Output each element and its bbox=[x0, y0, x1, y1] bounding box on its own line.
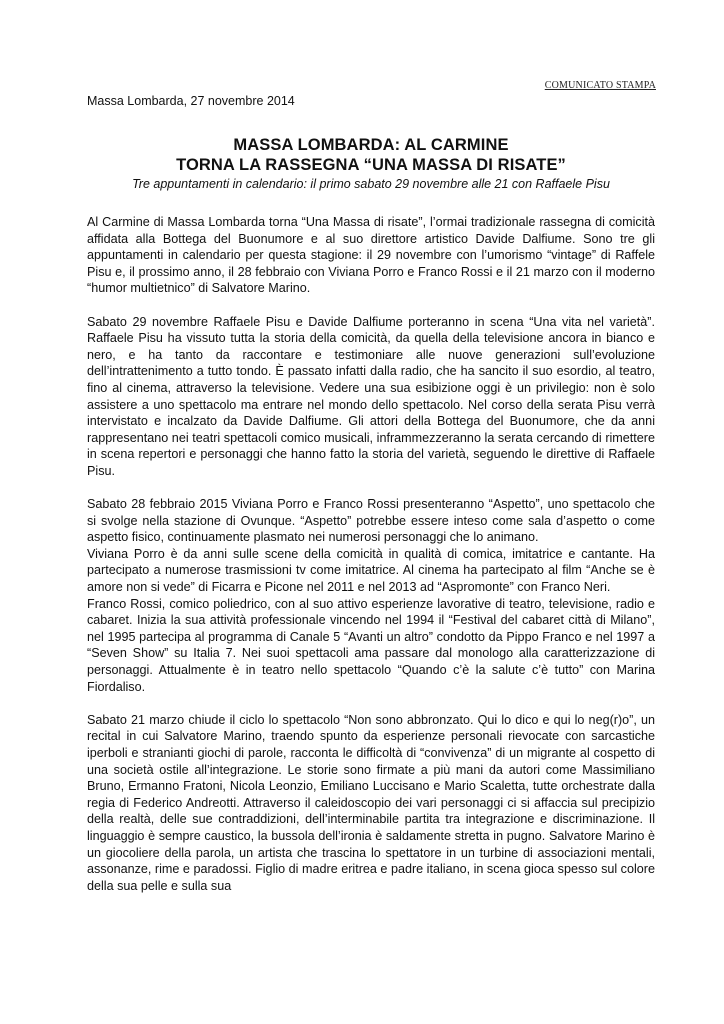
title-block bbox=[87, 135, 655, 193]
paragraph-porro: Viviana Porro è da anni sulle scene della comicità in qualità di comica, imitatrice e cantante. Ha partecipato a numerose trasmissioni tv come imitatrice. Al cinema ha partecipato al film “Anche se è amore non si vede” di Ficarra e Picone nel 2011 e nel 2013 ad “Aspromonte” con Franco Neri. bbox=[87, 546, 655, 595]
paragraph-aspetto: Sabato 28 febbraio 2015 Viviana Porro e Franco Rossi presenteranno “Aspetto”, uno spettacolo che si svolge nella stazione di Ovunque. “Aspetto” potrebbe essere inteso come sala d’aspetto o come aspetto fisico, continuamente plasmato nei numerosi personaggi che lo animano. bbox=[87, 497, 655, 545]
headline-line-1: MASSA LOMBARDA: AL CARMINE bbox=[233, 136, 509, 154]
paragraph-pisu: Sabato 29 novembre Raffaele Pisu e Davide Dalfiume porteranno in scena “Una vita nel varietà”. Raffaele Pisu ha vissuto tutta la storia della comicità, da quella della televisione ancora in bianco e nero, e ha tanto da raccontare e testimoniare alle nuove generazioni sull’evoluzione dell’intrattenimento a tutto tondo. È passato infatti dalla radio, che ha sancito il suo esordio, al teatro, fino al cinema, attraverso la televisione. Vedere una sua esibizione oggi è un privilegio: non è solo assistere a uno spettacolo ma entrare nel mondo dello spettacolo. Nel corso della serata Pisu verrà intervistato e incalzato da Davide Dalfiume. Gli attori della Bottega del Buonumore, che da anni rappresentano nei teatri spettacoli comico musicali, inframmezzeranno la serata cercando di rimettere in scena repertori e personaggi che hanno fatto la storia del varietà, seguendo le direttive di Raffaele Pisu. bbox=[87, 314, 655, 478]
subtitle: Tre appuntamenti in calendario: il primo sabato 29 novembre alle 21 con Raffaele Pisu bbox=[132, 177, 610, 191]
press-release-label: COMUNICATO STAMPA bbox=[544, 80, 656, 91]
paragraph-rossi: Franco Rossi, comico poliedrico, con al suo attivo esperienze lavorative di teatro, televisione, radio e cabaret. Inizia la sua attività professionale vincendo nel 1994 il “Festival del cabaret città di Milano”, nel 1995 partecipa al programma di Canale 5 “Avanti un altro” condotto da Pippo Franco e nel 1997 a “Seven Show” su Italia 7. Nei suoi spettacoli ama passare dal monologo alla caratterizzazione di personaggi. Attualmente è in teatro nello spettacolo “Quando c’è la salute c’è tutto” con Marina Fiordaliso. bbox=[87, 596, 655, 694]
dateline: Massa Lombarda, 27 novembre 2014 bbox=[87, 94, 295, 108]
headline-line-2: TORNA LA RASSEGNA “UNA MASSA DI RISATE” bbox=[176, 156, 566, 174]
paragraph-intro: Al Carmine di Massa Lombarda torna “Una Massa di risate”, l’ormai tradizionale rassegna di comicità affidata alla Bottega del Buonumore e al suo direttore artistico Davide Dalfiume. Sono tre gli appuntamenti in calendario per questa stagione: il 29 novembre con l’umorismo “vintage” di Raffele Pisu e, il prossimo anno, il 28 febbraio con Viviana Porro e Franco Rossi e il 21 marzo con il moderno “humor multietnico” di Salvatore Marino. bbox=[87, 215, 655, 296]
article-body bbox=[87, 214, 655, 894]
paragraph-marino: Sabato 21 marzo chiude il ciclo lo spettacolo “Non sono abbronzato. Qui lo dico e qui lo neg(r)o”, un recital in cui Salvatore Marino, traendo spunto da esperienze personali rievocate con sarcastiche iperboli e stranianti giochi di parole, racconta le difficoltà di “convivenza” di un migrante al cospetto di una società ostile all’integrazione. Le storie sono firmate a più mani da autori come Massimiliano Bruno, Ermanno Fratoni, Nicola Leonzio, Emiliano Luccisano e Mario Scaletta, tutte orchestrate dalla regia di Federico Andreotti. Attraverso il caleidoscopio dei vari personaggi ci si affaccia sul precipizio della realtà, delle sue contraddizioni, dell’interminabile partita tra integrazione e discriminazione. Il linguaggio è sempre caustico, la bussola dell’ironia è saldamente stretta in pugno. Salvatore Marino è un giocoliere della parola, un artista che trascina lo spettatore in un turbine di associazioni mentali, assonanze, rime e paradossi. Figlio di madre eritrea e padre italiano, in scena gioca spesso sul colore della sua pelle e sulla sua bbox=[87, 712, 655, 893]
